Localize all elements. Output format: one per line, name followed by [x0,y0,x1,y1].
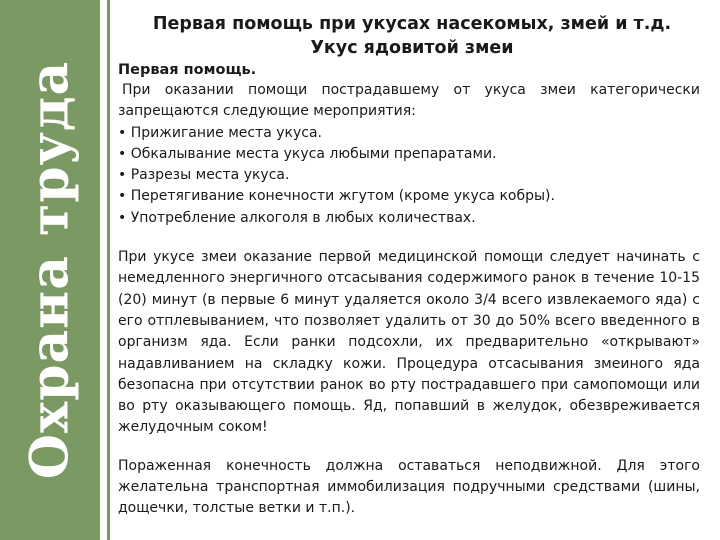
list-item: • Прижигание места укуса. [118,123,700,144]
page-title-line1: Первая помощь при укусах насекомых, змей и т.д. [152,14,672,34]
immobilization-paragraph: Пораженная конечность должна оставаться неподвижной. Для этого желательна транспортная иммобилизация подручными средствами (шины, дощечки, толстые ветки и т.п.). [118,457,700,517]
section-heading: Первая помощь. [118,62,257,78]
page-title-line2: Укус ядовитой змеи [310,38,514,58]
sidebar-title: Охрана труда [19,60,81,480]
prohibited-actions-list [118,123,700,229]
sidebar-band [0,0,100,540]
list-item: • Перетягивание конечности жгутом (кроме укуса кобры). [118,186,700,207]
sidebar-divider [107,0,110,540]
list-item: • Разрезы места укуса. [118,165,700,186]
slide-content [118,12,700,520]
list-item: • Употребление алкоголя в любых количествах. [118,208,700,229]
intro-text: При оказании помощи пострадавшему от укуса змеи категорически запрещаются следующие мероприятия: [118,82,700,120]
first-aid-paragraph: При укусе змеи оказание первой медицинской помощи следует начинать с немедленного энергичного отсасывания содержимого ранок в течение 10-15 (20) минут (в первые 6 минут удаляется около 3/4 всего извлекаемого яда) с его отплевыванием, что позволяет удалить от 30 до 50% всего введенного в организм яда. Если ранки подсохли, их предварительно «открывают» надавливанием на складку кожи. Процедура отсасывания змеиного яда безопасна при отсутствии ранок во рту пострадавшего при самопомощи или во рту оказывающего помощь. Яд, попавший в желудок, обезвреживается желудочным соком! [118,249,700,436]
page-title [118,12,700,60]
list-item: • Обкалывание места укуса любыми препаратами. [118,144,700,165]
